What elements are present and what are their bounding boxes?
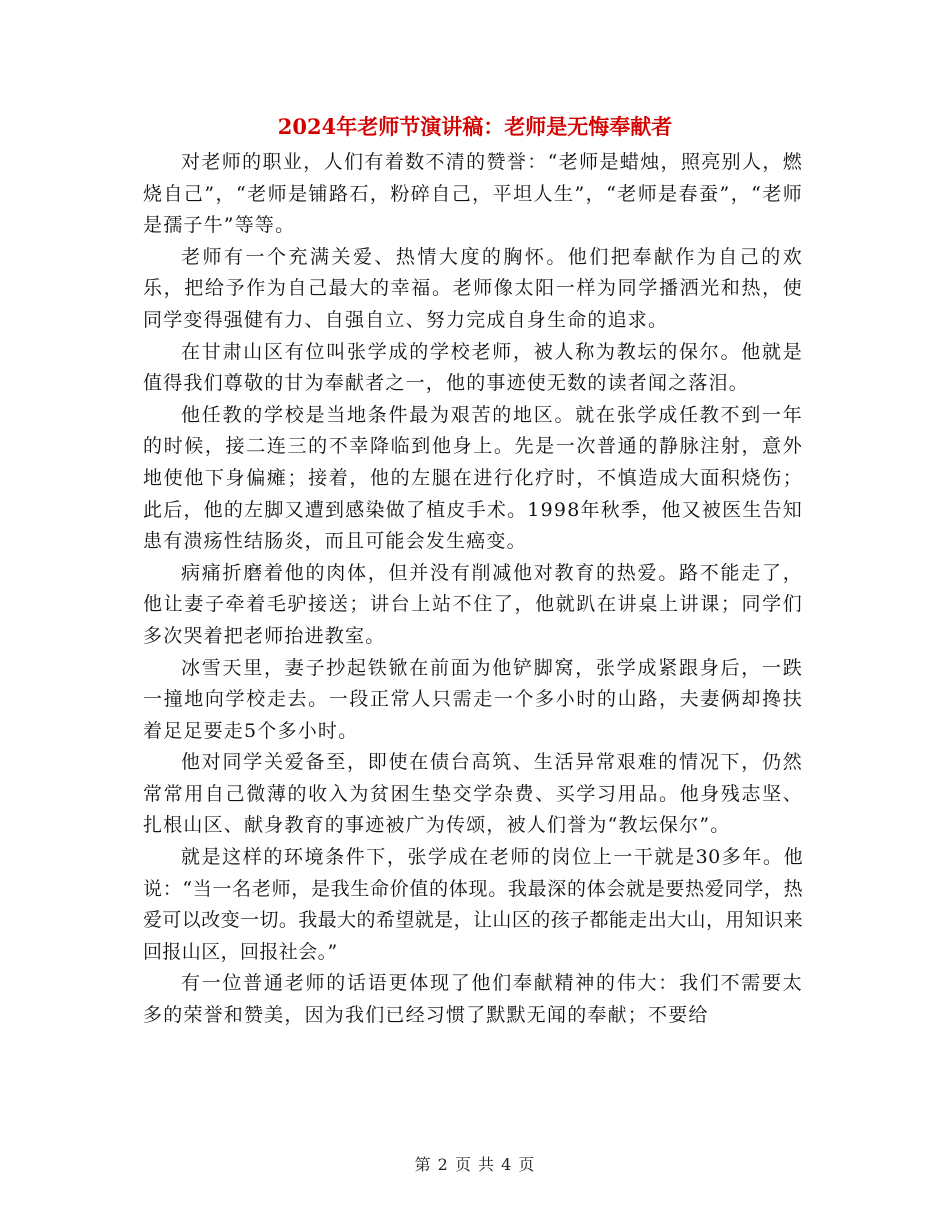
- paragraph-9: 有一位普通老师的话语更体现了他们奉献精神的伟大：我们不需要太多的荣誉和赞美，因为我们已经习惯了默默无闻的奉献；不要给: [143, 972, 803, 1027]
- document-body: [143, 147, 803, 1032]
- paragraph-2: 老师有一个充满关爱、热情大度的胸怀。他们把奉献作为自己的欢乐，把给予作为自己最大的幸福。老师像太阳一样为同学播洒光和热，使同学变得强健有力、自强自立、努力完成自身生命的追求。: [143, 245, 803, 331]
- paragraph-7: 他对同学关爱备至，即使在债台高筑、生活异常艰难的情况下，仍然常常用自己微薄的收入为贫困生垫交学杂费、买学习用品。他身残志坚、扎根山区、献身教育的事迹被广为传颂，被人们誉为“教坛保尔”。: [143, 751, 803, 837]
- paragraph-3: 在甘肃山区有位叫张学成的学校老师，被人称为教坛的保尔。他就是值得我们尊敬的甘为奉献者之一，他的事迹使无数的读者闻之落泪。: [143, 340, 803, 395]
- document-title: 2024年老师节演讲稿：老师是无悔奉献者: [277, 114, 673, 139]
- paragraph-1: 对老师的职业，人们有着数不清的赞誉：“老师是蜡烛，照亮别人，燃烧自己”，“老师是铺路石，粉碎自己，平坦人生”，“老师是春蚕”，“老师是孺子牛”等等。: [143, 151, 803, 237]
- paragraph-6: 冰雪天里，妻子抄起铁锨在前面为他铲脚窝，张学成紧跟身后，一跌一撞地向学校走去。一段正常人只需走一个多小时的山路，夫妻俩却搀扶着足足要走5个多小时。: [143, 656, 803, 742]
- page-number-footer: 第 2 页 共 4 页: [414, 1155, 536, 1174]
- paragraph-4: 他任教的学校是当地条件最为艰苦的地区。就在张学成任教不到一年的时候，接二连三的不幸降临到他身上。先是一次普通的静脉注射，意外地使他下身偏瘫；接着，他的左腿在进行化疗时，不慎造成大面积烧伤；此后，他的左脚又遭到感染做了植皮手术。1998年秋季，他又被医生告知患有溃疡性结肠炎，而且可能会发生癌变。: [143, 403, 803, 553]
- paragraph-5: 病痛折磨着他的肉体，但并没有削减他对教育的热爱。路不能走了，他让妻子牵着毛驴接送；讲台上站不住了，他就趴在讲桌上讲课；同学们多次哭着把老师抬进教室。: [143, 561, 803, 647]
- paragraph-8: 就是这样的环境条件下，张学成在老师的岗位上一干就是30多年。他说：“当一名老师，是我生命价值的体现。我最深的体会就是要热爱同学，热爱可以改变一切。我最大的希望就是，让山区的孩子都能走出大山，用知识来回报山区，回报社会。”: [143, 846, 803, 963]
